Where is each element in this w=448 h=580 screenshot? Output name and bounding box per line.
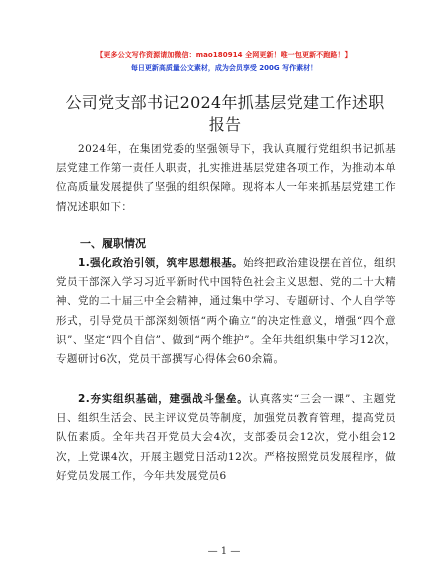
promo-banner-line-2: 每日更新高质量公文素材，成为会员享受 200G 写作素材！	[130, 64, 318, 72]
item-1-body: 始终把政治建设摆在首位，组织党员干部深入学习习近平新时代中国特色社会主义思想、党的二十大精神、党的二十届三中全会精神，通过集中学习、专题研讨、个人自学等形式，引导党员干部深刻领悟“两个确立”的决定性意义，增强“四个意识”、坚定“四个自信”、做到“两个维护”。全年共组织集中学习12次，专题研讨6次，党员干部撰写心得体会60余篇。	[56, 257, 396, 366]
item-1-lead: 1.强化政治引领，筑牢思想根基。	[78, 257, 244, 269]
item-2-body: 认真落实“三会一课”、主题党日、组织生活会、民主评议党员等制度，加强党员教育管理，提高党员队伍素质。全年共召开党员大会4次，支部委员会12次，党小组会12次，上党课4次，开展主题党日活动12次。严格按照党员发展程序，做好党员发展工作，今年共发展党员6	[56, 393, 396, 482]
intro-paragraph	[56, 140, 396, 217]
document-title: 公司党支部书记2024年抓基层党建工作述职报告	[65, 93, 385, 134]
page-number: — 1 —	[207, 546, 241, 557]
section-heading-1: 一、履职情况	[80, 237, 146, 250]
item-2-lead: 2.夯实组织基础，建强战斗堡垒。	[78, 393, 249, 405]
item-1-paragraph	[56, 254, 396, 369]
item-2-paragraph	[56, 390, 396, 486]
promo-banner-line-1: 【更多公文写作资源请加微信：mao180914 全网更新！唯一包更新不跑路！】	[96, 51, 352, 59]
intro-text: 2024年，在集团党委的坚强领导下，我认真履行党组织书记抓基层党建工作第一责任人职责，扎实推进基层党建各项工作，为推动本单位高质量发展提供了坚强的组织保障。现将本人一年来抓基层党建工作情况述职如下：	[56, 143, 396, 213]
